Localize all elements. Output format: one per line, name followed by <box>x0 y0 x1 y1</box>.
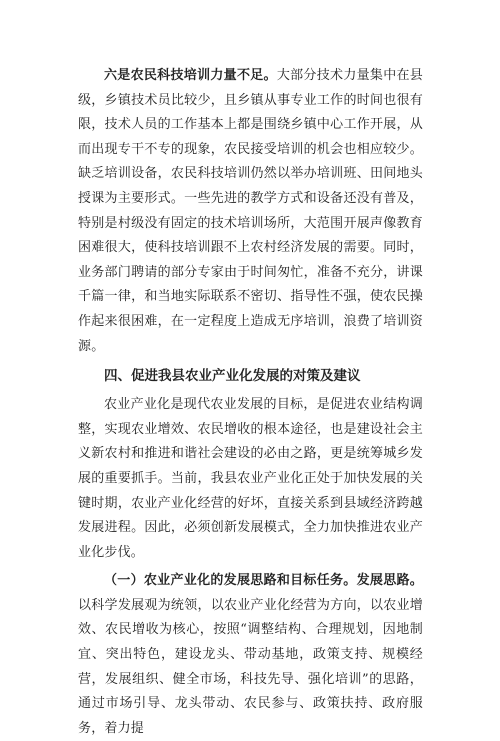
document-page <box>78 64 423 741</box>
section-six-body: 大部分技术力量集中在县级，乡镇技术员比较少，且乡镇从事专业工作的时间也很有限，技术人员的工作基本上都是围绕乡镇中心工作开展，从而出现专干不专的现象，农民接受培训的机会也相应较少。缺乏培训设备，农民科技培训仍然以举办培训班、田间地头授课为主要形式。一些先进的教学方式和设备还没有普及，特别是村级没有固定的技术培训场所，大范围开展声像教育困难很大，使科技培训跟不上农村经济发展的需要。同时，业务部门聘请的部分专家由于时间匆忙，准备不充分，讲课千篇一律，和当地实际联系不密切、指导性不强，使农民操作起来很困难，在一定程度上造成无序培训，浪费了培训资源。 <box>78 68 423 354</box>
section-six-paragraph <box>78 64 423 359</box>
subsection-one-paragraph <box>78 569 423 741</box>
subsection-one-body: 以科学发展观为统领，以农业产业化经营为方向，以农业增效、农民增收为核心，按照“调整结构、合理规划，因地制宜、突出特色，建设龙头、带动基地，政策支持、规模经营，发展组织、健全市场，科技先导、强化培训”的思路，通过市场引导、龙头带动、农民参与、政策扶持、政府服务，着力提 <box>78 597 423 736</box>
section-six-lead: 六是农民科技培训力量不足。 <box>104 68 277 83</box>
section-four-heading: 四、促进我县农业产业化发展的对策及建议 <box>104 368 361 385</box>
intro-paragraph: 农业产业化是现代农业发展的目标，是促进农业结构调整，实现农业增效、农民增收的根本途径，也是建设社会主义新农村和推进和谐社会建设的必由之路，更是统筹城乡发展的重要抓手。当前，我县农业产业化正处于加快发展的关键时期，农业产业化经营的好坏，直接关系到县域经济跨越发展进程。因此，必须创新发展模式，全力加快推进农业产业化步伐。 <box>78 397 423 560</box>
subsection-one-lead: （一）农业产业化的发展思路和目标任务。发展思路。 <box>104 573 423 589</box>
